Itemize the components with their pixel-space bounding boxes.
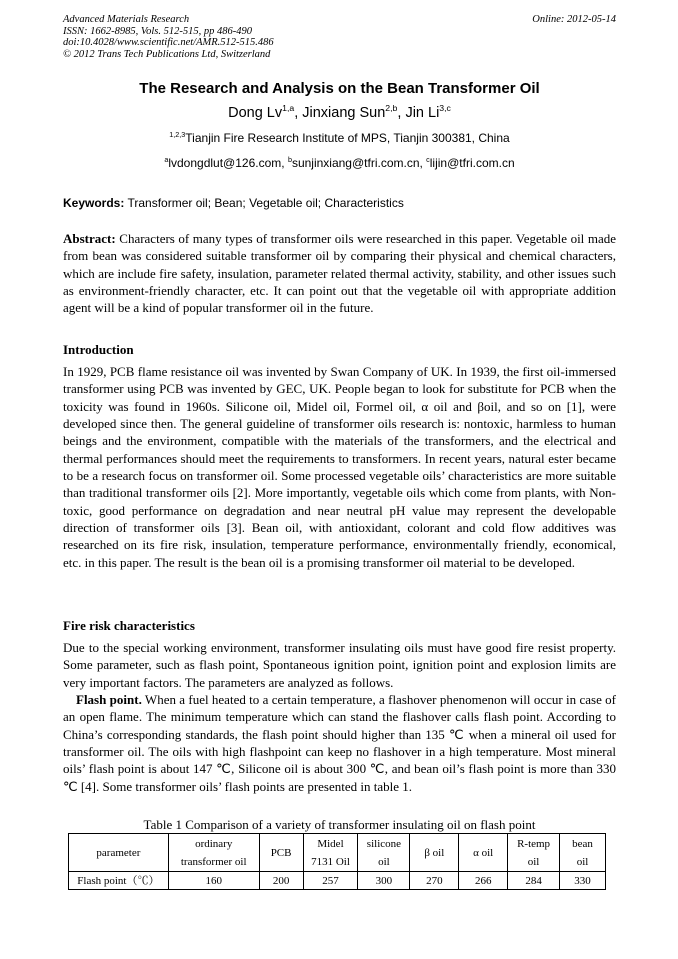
header-line: 7131 Oil xyxy=(311,855,350,868)
affiliation xyxy=(63,131,616,146)
table-cell: 257 xyxy=(303,872,358,890)
table-row-label: Flash point（℃） xyxy=(69,872,169,890)
table-header-cell xyxy=(168,834,259,872)
table-header-cell xyxy=(560,834,606,872)
flash-point-label: Flash point. xyxy=(76,692,142,707)
author-name: Dong Lv xyxy=(228,105,283,121)
author-sup: 2,b xyxy=(385,103,398,114)
online-date: Online: 2012-05-14 xyxy=(532,14,616,25)
email-link[interactable]: lvdongdlut@126.com, xyxy=(168,156,288,170)
affiliation-text: Tianjin Fire Research Institute of MPS, Tianjin 300381, China xyxy=(185,131,510,145)
header-line: PCB xyxy=(270,846,292,859)
table-header-row xyxy=(69,834,606,872)
flash-point-table xyxy=(68,833,606,890)
table-header-cell xyxy=(303,834,358,872)
fire-risk-paragraph: Due to the special working environment, transformer insulating oils must have good fire resist property. Some parameter, such as flash point, Spontaneous ignition point, ignition point and explosion limits are very important factors. The parameters are analyzed as follows. xyxy=(63,640,616,690)
header-line: silicone xyxy=(366,837,402,850)
keywords-text: Transformer oil; Bean; Vegetable oil; Characteristics xyxy=(124,196,404,210)
table-cell: 270 xyxy=(410,872,459,890)
email-sup: c xyxy=(426,155,430,164)
email-sup: b xyxy=(287,155,292,164)
issn-line: ISSN: 1662-8985, Vols. 512-515, pp 486-490 xyxy=(63,25,252,37)
paper-title: The Research and Analysis on the Bean Transformer Oil xyxy=(139,80,540,97)
journal-header xyxy=(63,14,616,60)
table-cell: 300 xyxy=(358,872,410,890)
keywords xyxy=(63,196,616,211)
abstract xyxy=(63,230,616,317)
table-cell: 330 xyxy=(560,872,606,890)
header-line: α oil xyxy=(473,846,494,859)
header-line: ordinary xyxy=(195,837,233,850)
copyright-line: © 2012 Trans Tech Publications Ltd, Switzerland xyxy=(63,48,271,60)
table-header-cell xyxy=(459,834,508,872)
table-header-cell xyxy=(259,834,303,872)
header-line: bean xyxy=(572,837,593,850)
header-line: transformer oil xyxy=(180,855,247,868)
author-list xyxy=(63,104,616,122)
table-cell: 284 xyxy=(508,872,560,890)
table-row xyxy=(69,872,606,890)
abstract-text: Characters of many types of transformer oils were researched in this paper. Vegetable oil made from bean was considered suitable transformer oil by comparing their physical and chemical characters, which are include fire safety, insulation, parameter related thermal activity, stability, and other issues such as environment-friendly character, etc. It can point out that the vegetable oil with appropriate addition agent will be a kind of popular transformer oil in the future. xyxy=(63,231,616,316)
author-separator: , xyxy=(294,105,303,121)
author-name: Jin Li xyxy=(405,105,440,121)
flash-point-paragraph xyxy=(63,691,616,795)
header-line: β oil xyxy=(424,846,445,859)
header-line: oil xyxy=(576,855,589,868)
author-sup: 3,c xyxy=(439,103,451,114)
header-line: oil xyxy=(378,855,390,868)
introduction-paragraph: In 1929, PCB flame resistance oil was invented by Swan Company of UK. In 1939, the first oil-immersed transformer using PCB was invented by GEC, UK. People began to look for substitute for PCB when the toxicity was found in 1960s. Silicone oil, Midel oil, Formel oil, α oil and βoil, and so on [1], were developed since then. The general guideline of transformer oils research is: nontoxic, harmless to human beings and the environment, compatible with the materials of the transformers, and the electrical and thermal performances should meet the requirements to transformers. In recent years, natural ester became to be a research focus on transformer oil. Some processed vegetable oils’ characteristics are more suitable than traditional transformer oils [2]. More importantly, vegetable oils which come from plants, with Non-toxic, good performance on degradation and near neutral pH value may represent the developable direction of transformer oils [3]. Bean oil, with antioxidant, colorant and cold flow additives was researched on its fire risk, insulation, temperature performance, environmentally friendly, economical, etc. in this paper. The result is the bean oil is a promising transformer oil material to be developed. xyxy=(63,364,616,570)
email-sup: a xyxy=(164,155,169,164)
flash-point-text: When a fuel heated to a certain temperature, a flashover phenomenon will occur in case of an open flame. The minimum temperature which can stand the flashover calls flash point. According to China’s corresponding standards, the flash point should higher than 135 ℃ when a mineral oil used for transformer oil. The oils with high flashpoint can keep no flashover in a high temperature. Most mineral oils’ flash point is about 147 ℃, Silicone oil is about 300 ℃, and bean oil’s flash point is more than 330 ℃ [4]. Some transformer oils’ flash points are presented in table 1. xyxy=(63,692,616,794)
author-sup: 1,a xyxy=(282,103,295,114)
affiliation-sup: 1,2,3 xyxy=(169,130,186,139)
section-heading-introduction: Introduction xyxy=(63,342,134,357)
table-header-cell xyxy=(508,834,560,872)
author-separator: , xyxy=(397,105,406,121)
table-header-cell xyxy=(410,834,459,872)
section-heading-fire-risk: Fire risk characteristics xyxy=(63,618,195,633)
email-link[interactable]: lijin@tfri.com.cn xyxy=(429,156,515,170)
table-cell: 266 xyxy=(459,872,508,890)
doi-line: doi:10.4028/www.scientific.net/AMR.512-515.486 xyxy=(63,37,274,48)
header-line: R-temp xyxy=(517,837,551,850)
journal-name: Advanced Materials Research xyxy=(63,14,190,25)
keywords-label: Keywords: xyxy=(63,196,125,210)
table-header-cell: parameter xyxy=(69,834,169,872)
email-link[interactable]: sunjinxiang@tfri.com.cn, xyxy=(291,156,427,170)
abstract-label: Abstract: xyxy=(63,231,116,246)
table-header-cell xyxy=(358,834,410,872)
author-name: Jinxiang Sun xyxy=(302,105,386,121)
table-caption: Table 1 Comparison of a variety of transformer insulating oil on flash point xyxy=(143,817,536,832)
table-cell: 200 xyxy=(259,872,303,890)
header-line: oil xyxy=(527,855,540,868)
header-line: Midel xyxy=(317,837,344,850)
author-emails xyxy=(63,156,616,171)
table-cell: 160 xyxy=(168,872,259,890)
